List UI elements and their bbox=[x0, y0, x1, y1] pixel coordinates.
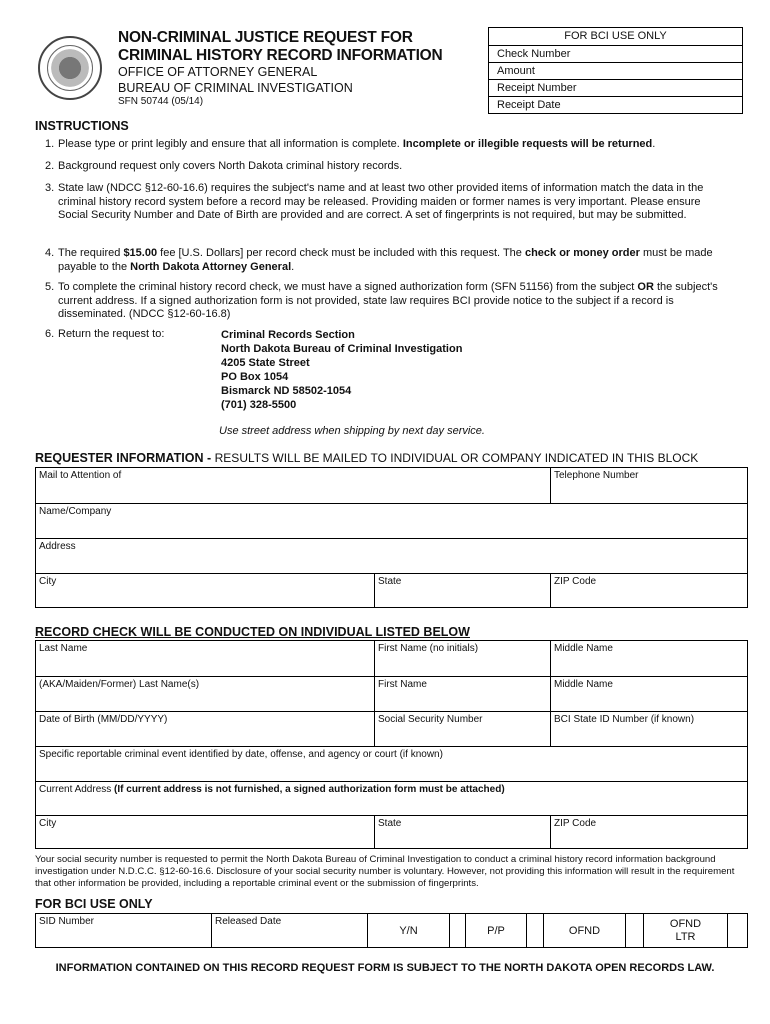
item-number: 4. bbox=[45, 247, 55, 259]
text: To complete the criminal history record check, we must have a signed authorization form (SFN 51156) from the subject bbox=[58, 281, 638, 293]
text: Please type or print legibly and ensure that all information is complete. bbox=[58, 138, 403, 150]
heading-bold: REQUESTER INFORMATION - bbox=[35, 451, 215, 465]
city-field[interactable]: City bbox=[39, 576, 57, 587]
bureau-name: BUREAU OF CRIMINAL INVESTIGATION bbox=[118, 81, 353, 95]
ofnd-ltr-label bbox=[643, 914, 727, 947]
instruction-1 bbox=[45, 138, 725, 152]
item-number: 5. bbox=[45, 281, 55, 293]
criminal-event-field[interactable]: Specific reportable criminal event identified by date, offense, and agency or court (if known) bbox=[39, 749, 443, 760]
aka-last-name-field[interactable]: (AKA/Maiden/Former) Last Name(s) bbox=[39, 679, 200, 690]
pp-label: P/P bbox=[465, 914, 526, 947]
text-bold: Incomplete or illegible requests will be returned bbox=[402, 138, 653, 150]
text: the subject's current address. If a signed authorization form is not provided, state law requires BCI provide notice to the subject if a record is disseminated. (NDCC §12-60-16.8) bbox=[58, 281, 718, 320]
subject-zip-field[interactable]: ZIP Code bbox=[550, 816, 747, 848]
text: . bbox=[291, 260, 295, 273]
sid-number-field[interactable]: SID Number bbox=[39, 916, 95, 927]
yn-box[interactable] bbox=[449, 914, 465, 947]
bci-box-title: FOR BCI USE ONLY bbox=[564, 30, 667, 42]
item-number: 1. bbox=[45, 138, 55, 150]
title-line-2: CRIMINAL HISTORY RECORD INFORMATION bbox=[118, 47, 443, 64]
text: Background request only covers North Dakota criminal history records. bbox=[58, 160, 403, 172]
label-line: LTR bbox=[675, 930, 696, 943]
bci-use-box bbox=[488, 27, 743, 114]
instruction-2 bbox=[45, 160, 725, 174]
mailing-address bbox=[221, 328, 462, 412]
text-bold: $15.00 bbox=[123, 247, 158, 259]
first-name-field[interactable]: First Name (no initials) bbox=[374, 641, 550, 676]
aka-middle-name-field[interactable]: Middle Name bbox=[550, 677, 747, 711]
text-bold: OR bbox=[637, 281, 654, 293]
heading-rest: RESULTS WILL BE MAILED TO INDIVIDUAL OR COMPANY INDICATED IN THIS BLOCK bbox=[214, 451, 699, 465]
text-bold: check or money order bbox=[524, 247, 640, 259]
address-line: PO Box 1054 bbox=[221, 371, 289, 383]
address-field[interactable]: Address bbox=[39, 541, 76, 552]
yn-label: Y/N bbox=[367, 914, 449, 947]
office-name: OFFICE OF ATTORNEY GENERAL bbox=[118, 65, 318, 79]
address-line: Criminal Records Section bbox=[221, 329, 355, 341]
address-line: 4205 State Street bbox=[221, 357, 310, 369]
requester-heading bbox=[35, 451, 698, 465]
subject-city-field[interactable]: City bbox=[39, 818, 57, 829]
item-number: 2. bbox=[45, 160, 55, 172]
pp-box[interactable] bbox=[526, 914, 543, 947]
subject-state-field[interactable]: State bbox=[374, 816, 550, 848]
receipt-number-field[interactable]: Receipt Number bbox=[489, 79, 742, 96]
item-number: 3. bbox=[45, 182, 55, 194]
bci-bottom-heading: FOR BCI USE ONLY bbox=[35, 897, 153, 911]
name-company-field[interactable]: Name/Company bbox=[39, 506, 112, 517]
label-line: OFND bbox=[669, 917, 702, 930]
agency bbox=[118, 64, 353, 96]
text: The required bbox=[58, 247, 124, 259]
text: State law (NDCC §12-60-16.6) requires the subject's name and at least two other provided items of information match the data in the criminal history record system before a record may be released. Providing maiden or former names is very important. Please ensure Social Security Number and Date of Birth are provided and are correct. A set of fingerprints is not required, but may be submitted. bbox=[58, 182, 704, 221]
receipt-date-field[interactable]: Receipt Date bbox=[489, 96, 742, 113]
check-number-field[interactable]: Check Number bbox=[489, 45, 742, 62]
record-check-table bbox=[35, 640, 748, 849]
item-number: 6. bbox=[45, 328, 55, 340]
text: . bbox=[652, 138, 656, 150]
bci-state-id-field[interactable]: BCI State ID Number (if known) bbox=[550, 712, 747, 746]
aka-first-name-field[interactable]: First Name bbox=[374, 677, 550, 711]
phone-number: (701) 328-5500 bbox=[221, 399, 297, 411]
dob-field[interactable]: Date of Birth (MM/DD/YYYY) bbox=[39, 714, 168, 725]
zip-field[interactable]: ZIP Code bbox=[550, 574, 747, 607]
address-line: Bismarck ND 58502-1054 bbox=[221, 385, 352, 397]
state-seal-logo bbox=[38, 36, 102, 100]
address-line: North Dakota Bureau of Criminal Investigation bbox=[221, 343, 463, 355]
mail-attention-field[interactable]: Mail to Attention of bbox=[39, 470, 122, 481]
instructions-heading: INSTRUCTIONS bbox=[35, 119, 129, 133]
state-field[interactable]: State bbox=[374, 574, 550, 607]
form-title bbox=[118, 29, 443, 65]
text-bold: North Dakota Attorney General bbox=[130, 260, 292, 273]
bci-bottom-table bbox=[35, 913, 748, 948]
ssn-field[interactable]: Social Security Number bbox=[374, 712, 550, 746]
telephone-field[interactable]: Telephone Number bbox=[550, 468, 747, 503]
shipping-note: Use street address when shipping by next day service. bbox=[219, 425, 485, 437]
form-number: SFN 50744 (05/14) bbox=[118, 96, 204, 107]
ssn-notice: Your social security number is requested to permit the North Dakota Bureau of Criminal Investigation to conduct a criminal history record information background investigation under N.D.C.C. §12-60-16.6. Disclosure of your social security number is voluntary. However, not providing this information will result in the requirement that other information be provided, including a reportable criminal event or the submission of fingerprints. bbox=[35, 854, 735, 890]
open-records-footer: INFORMATION CONTAINED ON THIS RECORD REQUEST FORM IS SUBJECT TO THE NORTH DAKOTA OPEN RECORDS LAW. bbox=[55, 962, 715, 974]
middle-name-field[interactable]: Middle Name bbox=[550, 641, 747, 676]
instruction-3 bbox=[45, 182, 725, 223]
last-name-field[interactable]: Last Name bbox=[39, 643, 88, 654]
current-address-field[interactable] bbox=[36, 782, 747, 815]
title-line-1: NON-CRIMINAL JUSTICE REQUEST FOR bbox=[118, 29, 413, 46]
text: fee [U.S. Dollars] per record check must be included with this request. The bbox=[157, 247, 525, 259]
record-check-heading: RECORD CHECK WILL BE CONDUCTED ON INDIVIDUAL LISTED BELOW bbox=[35, 625, 470, 639]
released-date-field[interactable]: Released Date bbox=[211, 914, 367, 947]
requester-table bbox=[35, 467, 748, 608]
label-note: (If current address is not furnished, a signed authorization form must be attached) bbox=[114, 784, 505, 795]
ofnd-box[interactable] bbox=[625, 914, 643, 947]
instruction-4 bbox=[45, 247, 725, 274]
amount-field[interactable]: Amount bbox=[489, 62, 742, 79]
text: Return the request to: bbox=[58, 328, 165, 340]
text: must be made payable to the bbox=[58, 247, 713, 273]
ofnd-ltr-box[interactable] bbox=[727, 914, 747, 947]
instruction-5 bbox=[45, 281, 725, 322]
label: Current Address bbox=[39, 784, 115, 795]
ofnd-label: OFND bbox=[543, 914, 625, 947]
